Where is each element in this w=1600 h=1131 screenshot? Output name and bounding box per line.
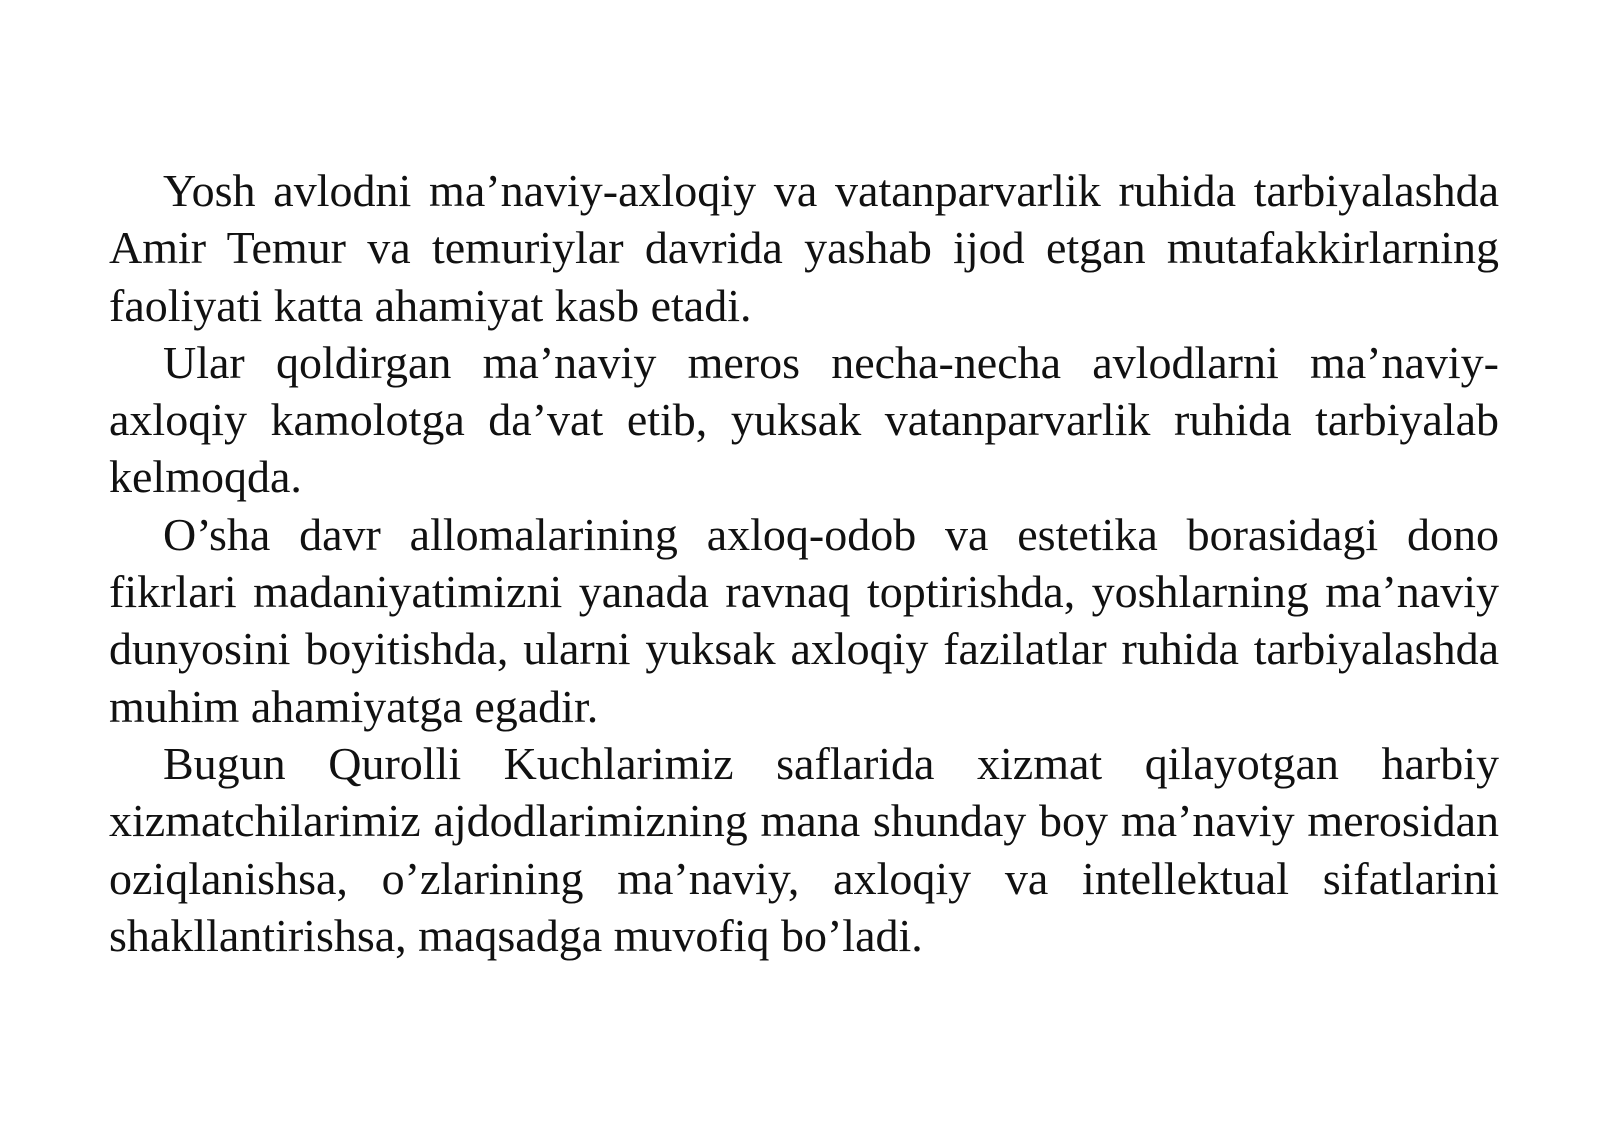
body-text: [109, 162, 1499, 964]
paragraph-2: Ular qoldirgan ma’naviy meros necha-necha avlodlarni ma’naviy-axloqiy kamolotga da’vat etib, yuksak vatanparvarlik ruhida tarbiyalab kelmoqda.: [109, 336, 1499, 503]
paragraph-1: Yosh avlodni ma’naviy-axloqiy va vatanparvarlik ruhida tarbiyalashda Amir Temur va temuriylar davrida yashab ijod etgan mutafakkirlarning faoliyati katta ahamiyat kasb etadi.: [109, 165, 1499, 331]
paragraph-3: O’sha davr allomalarining axloq-odob va estetika borasidagi dono fikrlari madaniyatimizni yanada ravnaq toptirishda, yoshlarning ma’naviy dunyosini boyitishda, ularni yuksak axloqiy fazilatlar ruhida tarbiyalashda muhim ahamiyatga egadir.: [109, 508, 1499, 732]
paragraph-4: Bugun Qurolli Kuchlarimiz saflarida xizmat qilayotgan harbiy xizmatchilarimiz ajdodlarimizning mana shunday boy ma’naviy merosidan oziqlanishsa, o’zlarining ma’naviy, axloqiy va intellektual sifatlarini shakllantirishsa, maqsadga muvofiq bo’ladi.: [109, 737, 1499, 961]
